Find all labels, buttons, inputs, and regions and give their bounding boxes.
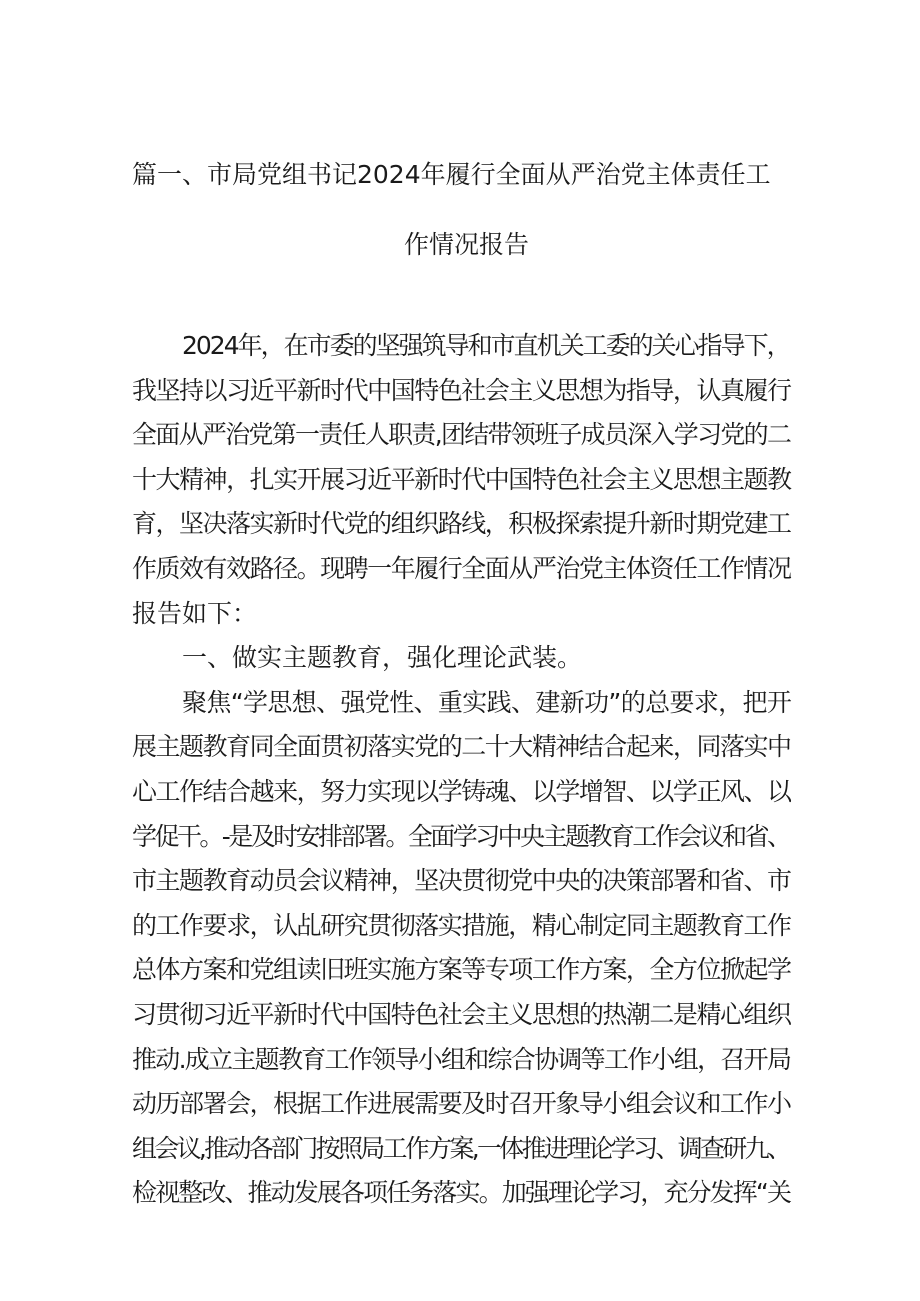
paragraph-line: 心工作结合越来，努力实现以学铸魂、以学增智、以学正风、以 bbox=[132, 776, 791, 806]
paragraph-line: 的工作要求，认乩研究贯彻落实措施，精心制定同主题教育工作 bbox=[132, 910, 791, 940]
paragraph-line: 报告如下： bbox=[132, 598, 258, 628]
paragraph-line: 我坚持以习近平新时代中国特色社会主义思想为指导，认真履行 bbox=[132, 375, 791, 405]
paragraph-line: 全面从严治党第一责任人职责,团结带领班子成员深入学习党的二 bbox=[132, 420, 791, 450]
paragraph-line: 作质效有效路径。现聘一年履行全面从严治党主体资任工作情况 bbox=[132, 553, 791, 583]
paragraph-line: 十大精神，扎实开展习近平新时代中国特色社会主义思想主题教 bbox=[132, 464, 791, 494]
paragraph-line: 展主题教育同全面贯初落实党的二十大精神结合起来，同落实中 bbox=[132, 732, 791, 762]
document-body bbox=[132, 324, 792, 1216]
paragraph-line: 学促干。-是及时安排部署。全面学习中央主题教育工作会议和省、 bbox=[132, 821, 790, 851]
paragraph-line: 习贯彻习近平新时代中国特色社会主义思想的热潮二是精心组织 bbox=[132, 999, 791, 1029]
paragraph-line: 推动.成立主题教育工作领导小组和综合协调等工作小组，召开局 bbox=[132, 1044, 791, 1074]
paragraph-line: 组会议,推动各部门按照局工作方案,一体推进理论学习、调查研九、 bbox=[132, 1133, 790, 1163]
paragraph-line: 育，坚决落实新时代党的组织路线，积极探索提升新时期党建工 bbox=[132, 509, 791, 539]
paragraph-line: 总体方案和党组读旧班实施方案等专项工作方案，全方位掀起学 bbox=[132, 955, 791, 985]
paragraph-line: 检视整改、推动发展各项任务落实。加强理论学习，充分发挥“关 bbox=[132, 1178, 791, 1208]
paragraph-line: 市主题教育动员会议精神，坚决贯彻党中央的决策部署和省、市 bbox=[132, 866, 791, 896]
paragraph-line: 动历部署会，根据工作进展需要及时召开象导小组会议和工作小 bbox=[132, 1089, 791, 1119]
document-title-line-1: 篇一、市局党组书记2024年履行全面从严治党主体责任工 bbox=[132, 160, 771, 189]
paragraph-line: 一、做实主题教育，强化理论武装。 bbox=[182, 643, 583, 673]
document-title-line-2: 作情况报告 bbox=[404, 230, 530, 259]
paragraph-line: 聚焦“学思想、强党性、重实践、建新功”的总要求，把开 bbox=[182, 687, 792, 717]
paragraph-line: 2024年，在市委的坚强筑导和市直机关工委的关心指导下， bbox=[182, 331, 790, 360]
